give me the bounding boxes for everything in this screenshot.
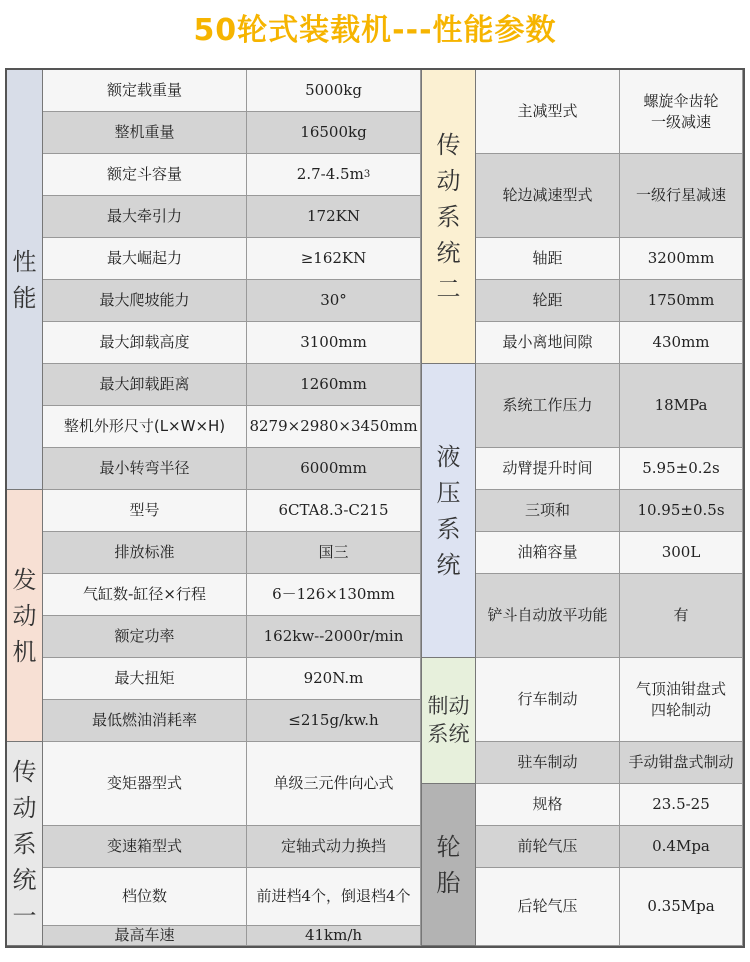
param-value-text: 6－126×130mm [272,585,395,604]
param-name: 最大卸载高度 [43,322,247,364]
param-value [247,364,421,406]
param-value [247,490,421,532]
param-name: 轮边减速型式 [476,154,620,238]
param-value [247,112,421,154]
param-value [620,742,743,784]
param-name: 轮距 [476,280,620,322]
param-value-text: 手动钳盘式制动 [628,753,734,772]
param-value-text: 23.5-25 [652,795,710,814]
param-value [247,868,421,926]
param-value-text: 单级三元件向心式 [273,774,394,793]
param-name: 最大牵引力 [43,196,247,238]
param-value-text: 30° [320,291,347,310]
param-value [247,574,421,616]
param-name: 型号 [43,490,247,532]
param-value [620,280,743,322]
param-value-text: 2.7-4.5m [296,165,364,184]
param-name: 气缸数-缸径×行程 [43,574,247,616]
param-value [247,196,421,238]
param-value-text: 有 [673,606,689,625]
param-name: 前轮气压 [476,826,620,868]
param-value-text: 3100mm [300,333,367,352]
param-value-text: 前进档4个，倒退档4个 [256,887,411,906]
param-value [247,826,421,868]
param-value-text: 10.95±0.5s [637,501,725,520]
param-value-text: 国三 [318,543,349,562]
param-value-text: 162kw--2000r/min [263,627,404,646]
section-label: 传动系统二 [421,70,476,364]
param-name: 最小转弯半径 [43,448,247,490]
param-value-text: ≥162KN [300,249,367,268]
param-value [247,70,421,112]
param-value [247,532,421,574]
param-value-text: 5000kg [305,81,362,100]
param-value-text: 300L [661,543,701,562]
param-name: 油箱容量 [476,532,620,574]
param-value [620,70,743,154]
spec-table [5,68,745,948]
param-value [247,406,421,448]
param-name: 变矩器型式 [43,742,247,826]
param-value [247,322,421,364]
section-label: 性能 [7,70,43,490]
param-value [247,926,421,946]
param-value-text: 1260mm [300,375,367,394]
param-name: 额定斗容量 [43,154,247,196]
section-label: 液压系统 [421,364,476,658]
param-name: 最高车速 [43,926,247,946]
param-value [247,700,421,742]
param-value [247,238,421,280]
section-label: 轮胎 [421,784,476,946]
param-value [620,532,743,574]
param-value-text: 0.35Mpa [647,897,715,916]
param-value [247,658,421,700]
param-name: 档位数 [43,868,247,926]
param-name: 额定载重量 [43,70,247,112]
param-value [620,784,743,826]
param-value-text: 定轴式动力换挡 [280,837,386,856]
param-value [247,616,421,658]
param-name: 额定功率 [43,616,247,658]
param-value [247,742,421,826]
param-value-text: 172KN [307,207,360,226]
page-title: 50轮式装载机---性能参数 [193,13,557,48]
param-value [620,574,743,658]
param-name: 最低燃油消耗率 [43,700,247,742]
param-name: 铲斗自动放平功能 [476,574,620,658]
param-value [247,280,421,322]
param-value-text: 1750mm [647,291,715,310]
param-value-text: 气顶油钳盘式 四轮制动 [635,680,726,719]
param-name: 最大爬坡能力 [43,280,247,322]
param-name: 三项和 [476,490,620,532]
section-label: 传动系统一 [7,742,43,946]
param-value-text: ≤215g/kw.h [288,711,379,730]
param-value [620,364,743,448]
param-value-text: 6000mm [300,459,367,478]
param-name: 驻车制动 [476,742,620,784]
section-label: 发动机 [7,490,43,742]
param-value [620,448,743,490]
param-name: 系统工作压力 [476,364,620,448]
param-value-text: 6CTA8.3-C215 [278,501,389,520]
param-name: 主减型式 [476,70,620,154]
param-value-text: 8279×2980×3450mm [249,417,418,436]
param-value-text: 3200mm [647,249,715,268]
section-label: 制动系统 [421,658,476,784]
param-value [620,490,743,532]
param-name: 排放标准 [43,532,247,574]
param-name: 规格 [476,784,620,826]
param-value-text: 0.4Mpa [652,837,710,856]
param-value [620,322,743,364]
param-value [620,154,743,238]
param-value-text: 920N.m [303,669,364,688]
param-name: 整机外形尺寸(L×W×H) [43,406,247,448]
param-value [620,238,743,280]
param-value-text: 16500kg [300,123,367,142]
param-name: 整机重量 [43,112,247,154]
param-name: 轴距 [476,238,620,280]
param-name: 变速箱型式 [43,826,247,868]
param-value [620,658,743,742]
param-name: 后轮气压 [476,868,620,946]
param-name: 最大扭矩 [43,658,247,700]
param-name: 行车制动 [476,658,620,742]
param-name: 最小离地间隙 [476,322,620,364]
param-value-text: 430mm [652,333,710,352]
param-value-text: 41km/h [304,926,363,945]
param-name: 动臂提升时间 [476,448,620,490]
param-value-text: 一级行星减速 [635,186,726,205]
param-name: 最大卸载距离 [43,364,247,406]
param-value-text: 螺旋伞齿轮 一级减速 [643,92,719,131]
param-value: 2.7-4.5m 3 [247,154,421,196]
param-value [620,826,743,868]
param-name: 最大崛起力 [43,238,247,280]
param-value-text: 5.95±0.2s [642,459,720,478]
param-value [247,448,421,490]
param-value-text: 18MPa [654,396,708,415]
param-value [620,868,743,946]
